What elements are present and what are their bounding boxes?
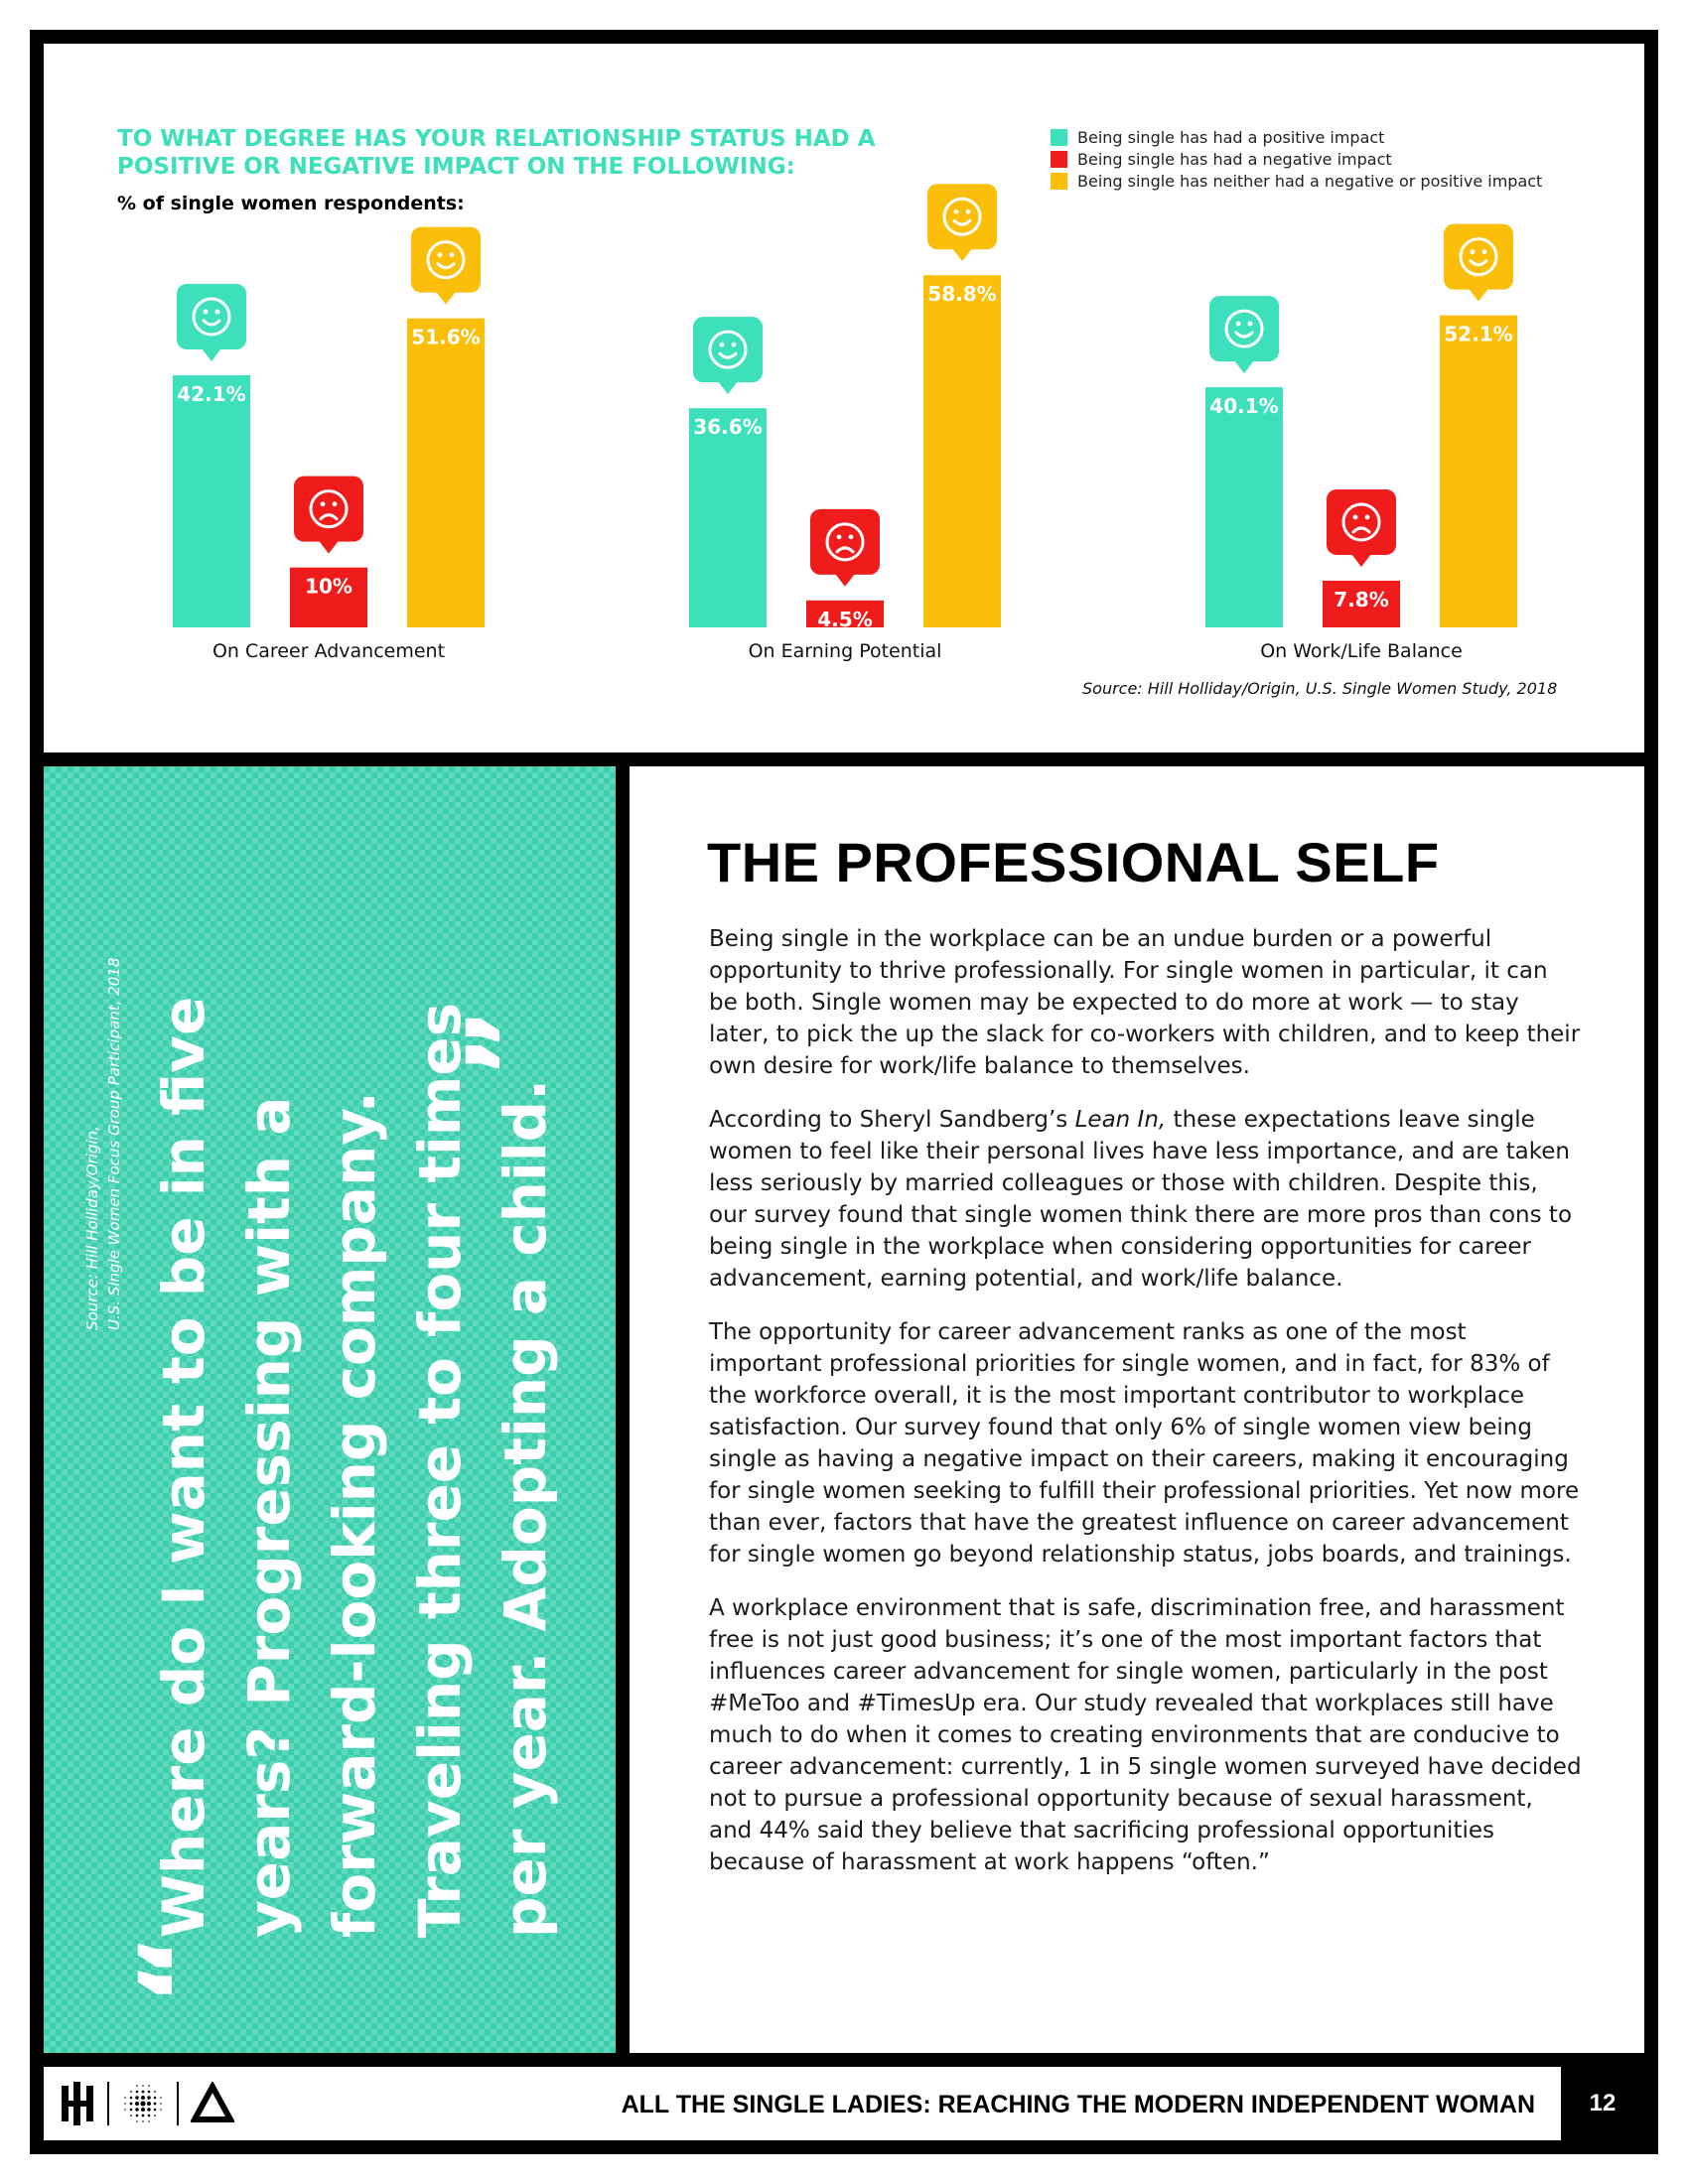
speech-bubble: [177, 284, 246, 349]
category-label: On Work/Life Balance: [1260, 640, 1463, 662]
bar-neutral-2: [923, 275, 1001, 627]
data-label: 36.6%: [693, 415, 763, 440]
close-quote-mark: ”: [444, 1007, 571, 1079]
paragraph-2: [709, 1104, 1583, 1295]
data-label: 4.5%: [817, 607, 873, 631]
quote-source: [81, 893, 125, 1330]
speech-bubble-tail: [835, 574, 855, 587]
bar-neutral-1: [407, 319, 485, 627]
speech-bubble: [294, 477, 363, 542]
data-label: 42.1%: [177, 381, 246, 406]
chart-title: TO WHAT DEGREE HAS YOUR RELATIONSHIP STATUS HAD A POSITIVE OR NEGATIVE IMPACT ON THE FOLLOWING:: [117, 126, 876, 180]
bar-neutral-3: [1440, 316, 1517, 627]
quote-panel: [44, 766, 616, 2053]
chart-source: Source: Hill Holliday/Origin, U.S. Single Women Study, 2018: [1082, 679, 1558, 698]
speech-bubble-tail: [1469, 289, 1488, 302]
data-label: 40.1%: [1209, 394, 1279, 419]
bar-positive-2: [689, 408, 767, 627]
footer-bar: [44, 2067, 1561, 2140]
speech-bubble: [693, 317, 763, 382]
bar-chart: [0, 0, 1688, 754]
bar-positive-1: [173, 375, 250, 627]
triangle-logo: [191, 2082, 234, 2125]
chart-legend: [1051, 126, 1542, 192]
legend-item-positive: [1051, 126, 1542, 148]
speech-bubble-tail: [1351, 554, 1371, 567]
article-body: [709, 923, 1583, 1900]
speech-bubble: [810, 509, 880, 575]
page-number: 12: [1589, 2090, 1617, 2116]
data-label: 52.1%: [1444, 322, 1513, 346]
legend-item-neutral: [1051, 170, 1542, 192]
legend-label-positive: Being single has had a positive impact: [1077, 127, 1385, 147]
paragraph-2-start: According to Sheryl Sandberg’s: [709, 1107, 1075, 1133]
legend-item-negative: [1051, 148, 1542, 170]
category-label: On Career Advancement: [211, 640, 446, 662]
quote-source-line1: Source: Hill Holliday/Origin,: [83, 1126, 101, 1330]
data-label: 58.8%: [927, 282, 997, 307]
logo-divider: [177, 2082, 179, 2125]
legend-label-negative: Being single has had a negative impact: [1077, 149, 1392, 169]
speech-bubble-tail: [1234, 360, 1254, 373]
paragraph-2-rest: these expectations leave single women to feel like their personal lives have less importance, and are taken less seriously by married colleagues or those with children. Despite this, our survey found that single women think there are more pros than cons to being single in the workplace when considering opportunities for career advancement, earning potential, and work/life balance.: [709, 1107, 1573, 1292]
footer-title: ALL THE SINGLE LADIES: REACHING THE MODERN INDEPENDENT WOMAN: [621, 2091, 1535, 2118]
pull-quote-text: Where do I want to be in five years? Progressing with a forward-looking company. Traveling three to four times per year. Adopting a child.: [150, 996, 559, 1938]
speech-bubble-tail: [202, 348, 221, 361]
section-title: THE PROFESSIONAL SELF: [707, 831, 1440, 893]
bar-positive-3: [1205, 387, 1283, 627]
logo-divider: [107, 2082, 109, 2125]
speech-bubble: [411, 227, 481, 293]
speech-bubble: [1327, 489, 1396, 555]
data-label: 51.6%: [411, 325, 481, 349]
chart-subtitle: % of single women respondents:: [117, 193, 465, 214]
speech-bubble: [927, 184, 997, 249]
speech-bubble-tail: [718, 381, 738, 394]
speech-bubble-tail: [319, 541, 339, 554]
footer-logos: [60, 2079, 234, 2128]
open-quote-mark: “: [116, 1933, 243, 2005]
dot-sphere-logo: [121, 2082, 165, 2125]
data-label: 10%: [305, 574, 352, 599]
speech-bubble-tail: [436, 292, 456, 305]
quote-source-line2: U.S. Single Women Focus Group Participant, 2018: [105, 957, 123, 1330]
legend-swatch-positive: [1051, 129, 1067, 146]
legend-swatch-neutral: [1051, 173, 1067, 190]
paragraph-4: A workplace environment that is safe, discrimination free, and harassment free is not just good business; it’s one of the most important factors that influences career advancement for single women, particularly in the post #MeToo and #TimesUp era. Our study revealed that workplaces still have much to do when it comes to creating environments that are conducive to career advancement: currently, 1 in 5 single women surveyed have decided not to pursue a professional opportunity because of sexual harassment, and 44% said they believe that sacrificing professional opportunities because of harassment at work happens “often.”: [709, 1595, 1582, 1875]
speech-bubble-tail: [952, 248, 972, 261]
legend-label-neutral: Being single has neither had a negative or positive impact: [1077, 171, 1543, 191]
paragraph-1: Being single in the workplace can be an undue burden or a powerful opportunity to thrive professionally. For single women in particular, it can be both. Single women may be expected to do more at work — to stay later, to pick the up the slack for co-workers with children, and to keep their own desire for work/life balance to themselves.: [709, 926, 1581, 1079]
legend-swatch-negative: [1051, 151, 1067, 168]
data-label: 7.8%: [1334, 587, 1389, 612]
speech-bubble: [1444, 224, 1513, 290]
quote-rotated-block: [81, 814, 578, 2005]
pull-quote: [141, 886, 571, 1938]
book-title: Lean In,: [1074, 1107, 1167, 1133]
speech-bubble: [1209, 296, 1279, 361]
paragraph-3: The opportunity for career advancement ranks as one of the most important professional priorities for single women, and in fact, for 83% of the workforce overall, it is the most important contributor to workplace satisfaction. Our survey found that only 6% of single women view being single as having a negative impact on their careers, making it encouraging for single women seeking to fulfill their professional priorities. Yet now more than ever, factors that have the greatest influence on career advancement for single women go beyond relationship status, jobs boards, and trainings.: [709, 1319, 1580, 1568]
category-label: On Earning Potential: [748, 640, 942, 662]
hh-monogram-logo: [60, 2082, 95, 2125]
